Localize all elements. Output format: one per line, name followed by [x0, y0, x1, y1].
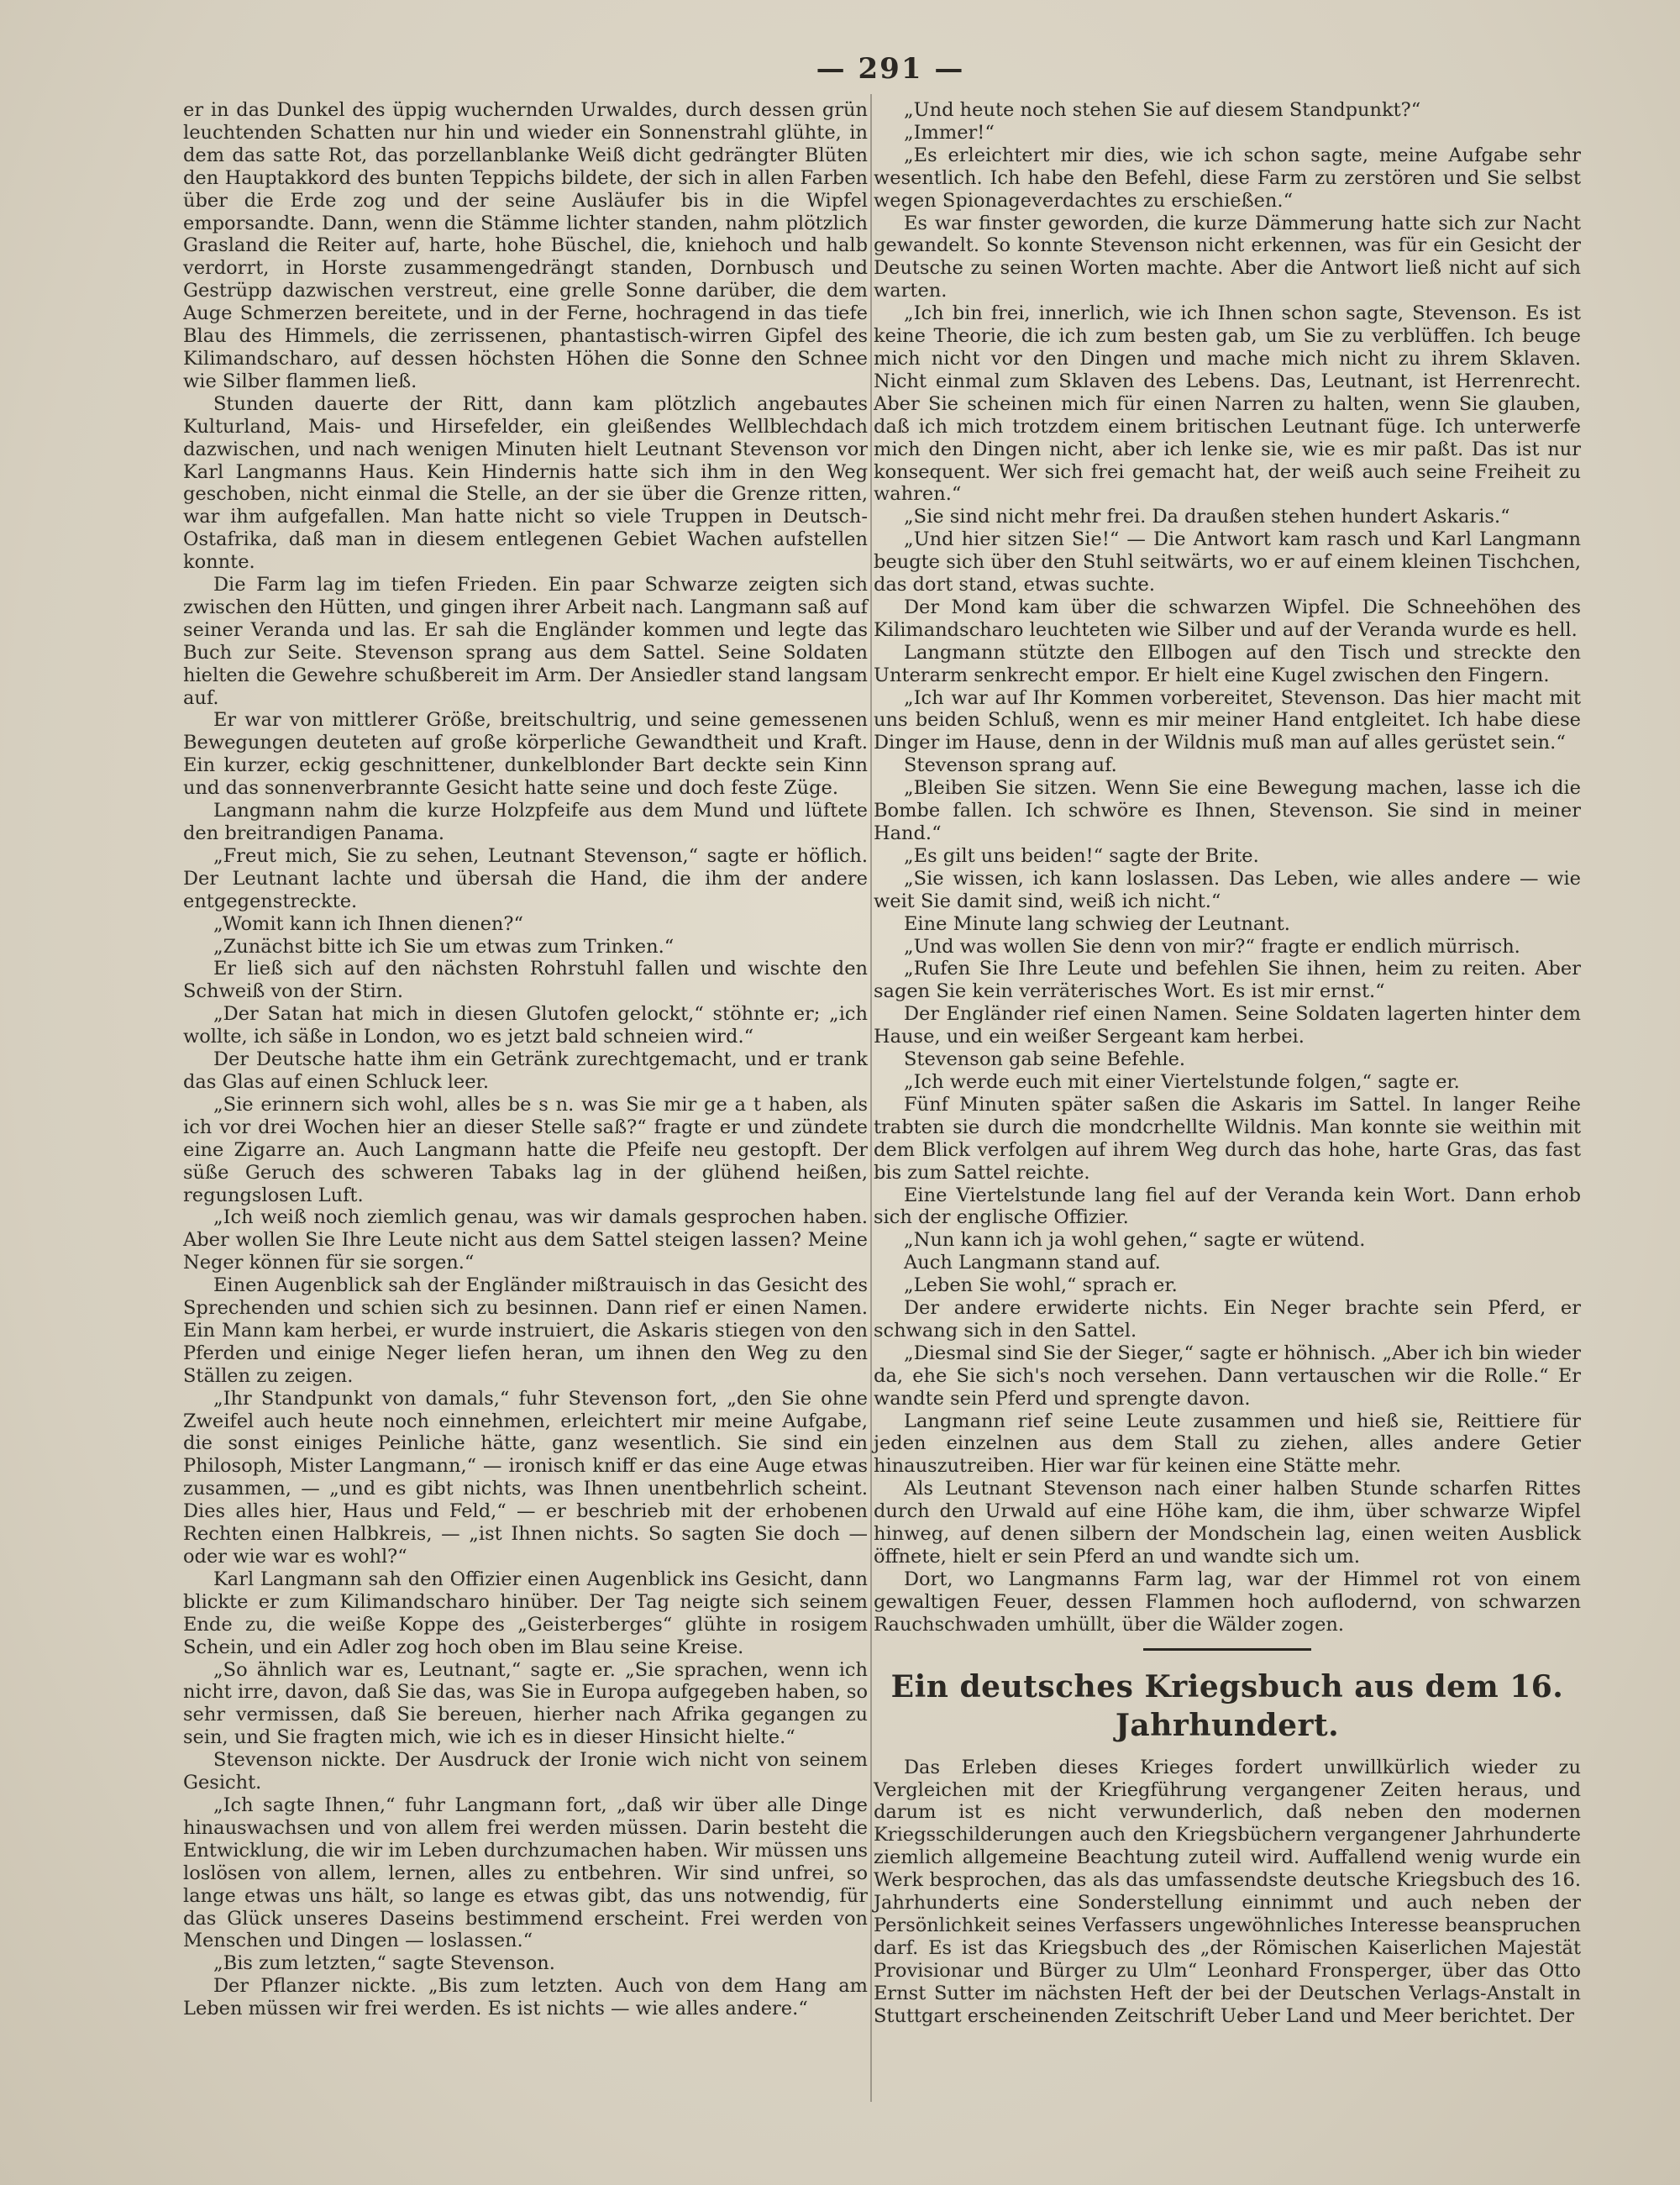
paragraph: „Ich sagte Ihnen,“ fuhr Langmann fort, „daß wir über alle Dinge hinauswachsen und von allem frei werden müssen. Darin besteht die Entwicklung, die wir im Leben durchzumachen haben. Wir müssen uns loslösen von allem, lernen, alles zu entbehren. Wir sind unfrei, so lange etwas uns hält, so lange es etwas gibt, das uns notwendig, für das Glück unseres Daseins bestimmend erscheint. Frei werden von Menschen und Dingen — loslassen.“ [183, 1794, 868, 1952]
paragraph: Der Pflanzer nickte. „Bis zum letzten. Auch von dem Hang am Leben müssen wir frei werden. Es ist nichts — wie alles andere.“ [183, 1975, 868, 2020]
paragraph: „Und hier sitzen Sie!“ — Die Antwort kam rasch und Karl Langmann beugte sich über den Stuhl seitwärts, wo er auf einem kleinen Tischchen, das dort stand, etwas suchte. [874, 528, 1581, 596]
paragraph: Stevenson sprang auf. [904, 754, 1117, 777]
paragraph: Auch Langmann stand auf. [904, 1252, 1161, 1274]
paragraph: Die Farm lag im tiefen Frieden. Ein paar Schwarze zeigten sich zwischen den Hütten, und gingen ihrer Arbeit nach. Langmann saß auf seiner Veranda und las. Er sah die Engländer kommen und legte das Buch zur Seite. Stevenson sprang aus dem Sattel. Seine Soldaten hielten die Gewehre schußbereit im Arm. Der Ansiedler stand langsam auf. [183, 574, 868, 709]
paragraph: Als Leutnant Stevenson nach einer halben Stunde scharfen Rittes durch den Urwald auf eine Höhe kam, die ihm, über schwarze Wipfel hinweg, auf denen silbern der Mondschein lag, einen weiten Ausblick öffnete, hielt er sein Pferd an und wandte sich um. [874, 1478, 1581, 1568]
paragraph: „Es erleichtert mir dies, wie ich schon sagte, meine Aufgabe sehr wesentlich. Ich habe den Befehl, diese Farm zu zerstören und Sie selbst wegen Spionageverdachtes zu erschießen.“ [874, 144, 1581, 212]
paragraph: Er war von mittlerer Größe, breitschultrig, und seine gemessenen Bewegungen deuteten auf große körperliche Gewandtheit und Kraft. Ein kurzer, eckig geschnittener, dunkelblonder Bart deckte sein Kinn und das sonnenverbrannte Gesicht hatte seine und doch feste Züge. [183, 709, 868, 800]
paragraph: Stevenson gab seine Befehle. [904, 1048, 1186, 1071]
paragraph: „Womit kann ich Ihnen dienen?“ [213, 912, 523, 935]
paragraph: Eine Viertelstunde lang fiel auf der Veranda kein Wort. Dann erhob sich der englische Offizier. [874, 1184, 1581, 1229]
section-rule [1143, 1648, 1311, 1651]
paragraph: Das Erleben dieses Krieges fordert unwillkürlich wieder zu Vergleichen mit der Kriegführung vergangener Zeiten heraus, und darum ist es nicht verwunderlich, daß neben den modernen Kriegsschilderungen auch den Kriegsbüchern vergangener Jahrhunderte ziemlich allgemeine Beachtung zuteil wird. Auffallend wenig wurde ein Werk besprochen, das als das umfassendste deutsche Kriegsbuch des 16. Jahrhunderts eine Sonderstellung einnimmt und auch neben der Persönlichkeit seines Verfassers ungewöhnliches Interesse beanspruchen darf. Es ist das Kriegsbuch des „der Römischen Kaiserlichen Majestät Provisionar und Bürger zu Ulm“ Leonhard Fronsperger, über das Otto Ernst Sutter im nächsten Heft der bei der Deutschen Verlags-Anstalt in Stuttgart erscheinenden Zeitschrift Ueber Land und Meer berichtet. Der [874, 1756, 1581, 2027]
page-number: — 291 — [816, 52, 965, 86]
paragraph: „Ich bin frei, innerlich, wie ich Ihnen schon sagte, Stevenson. Es ist keine Theorie, die ich zum besten gab, um Sie zu verblüffen. Ich beuge mich nicht vor den Dingen und mache mich nicht zu ihrem Sklaven. Nicht einmal zum Sklaven des Lebens. Das, Leutnant, ist Herrenrecht. Aber Sie scheinen mich für einen Narren zu halten, wenn Sie glauben, daß ich mich trotzdem einem britischen Leutnant füge. Ich unterwerfe mich den Dingen nicht, aber ich lenke sie, wie es mir paßt. Das ist nur konsequent. Wer sich frei gemacht hat, der weiß auch seine Freiheit zu wahren.“ [874, 302, 1581, 506]
paragraph: „Immer!“ [904, 121, 995, 144]
paragraph: Der andere erwiderte nichts. Ein Neger brachte sein Pferd, er schwang sich in den Sattel. [874, 1297, 1581, 1342]
paragraph: Langmann nahm die kurze Holzpfeife aus dem Mund und lüftete den breitrandigen Panama. [183, 800, 868, 844]
right-column [874, 99, 1581, 2028]
paragraph: „Zunächst bitte ich Sie um etwas zum Trinken.“ [213, 935, 675, 958]
story-continuation [874, 99, 1581, 1636]
paragraph: Der Deutsche hatte ihm ein Getränk zurechtgemacht, und er trank das Glas auf einen Schluck leer. [183, 1048, 868, 1093]
paragraph: Fünf Minuten später saßen die Askaris im Sattel. In langer Reihe trabten sie durch die mondcrhellte Wildnis. Man konnte sie weithin mit dem Blick verfolgen auf ihrem Weg durch das hohe, harte Gras, das fast bis zum Sattel reichte. [874, 1093, 1581, 1184]
paragraph: Er ließ sich auf den nächsten Rohrstuhl fallen und wischte den Schweiß von der Stirn. [183, 958, 868, 1003]
paragraph: „Ihr Standpunkt von damals,“ fuhr Stevenson fort, „den Sie ohne Zweifel auch heute noch einnehmen, erleichtert mir meine Aufgabe, die sonst einiges Peinliche hätte, ganz wesentlich. Sie sind ein Philosoph, Mister Langmann,“ — ironisch kniff er das eine Auge etwas zusammen, — „und es gibt nichts, was Ihnen unentbehrlich scheint. Dies alles hier, Haus und Feld,“ — er beschrieb mit der erhobenen Rechten einen Halbkreis, — „ist Ihnen nichts. So sagten Sie doch — oder wie war es wohl?“ [183, 1387, 868, 1568]
paragraph: Es war finster geworden, die kurze Dämmerung hatte sich zur Nacht gewandelt. So konnte Stevenson nicht erkennen, was für ein Gesicht der Deutsche zu seinen Worten machte. Aber die Antwort ließ nicht auf sich warten. [874, 212, 1581, 302]
paragraph: Karl Langmann sah den Offizier einen Augenblick ins Gesicht, dann blickte er zum Kilimandscharo hinüber. Der Tag neigte sich seinem Ende zu, die weiße Koppe des „Geisterberges“ glühte in rosigem Schein, und ein Adler zog hoch oben im Blau seine Kreise. [183, 1568, 868, 1658]
paragraph: „Diesmal sind Sie der Sieger,“ sagte er höhnisch. „Aber ich bin wieder da, ehe Sie sich's noch versehen. Dann vertauschen wir die Rolle.“ Er wandte sein Pferd und sprengte davon. [874, 1342, 1581, 1410]
paragraph: Der Mond kam über die schwarzen Wipfel. Die Schneehöhen des Kilimandscharo leuchteten wie Silber und auf der Veranda wurde es hell. [874, 596, 1581, 641]
paragraph: „So ähnlich war es, Leutnant,“ sagte er. „Sie sprachen, wenn ich nicht irre, davon, daß Sie das, was Sie in Europa aufgegeben haben, so sehr vermissen, daß Sie bereuen, hierher nach Afrika gegangen zu sein, und Sie fragten mich, wie ich es in dieser Hinsicht hielte.“ [183, 1658, 868, 1749]
paragraph: „Sie erinnern sich wohl, alles be s n. was Sie mir ge a t haben, als ich vor drei Wochen hier an dieser Stelle saß?“ fragte er und zündete eine Zigarre an. Auch Langmann hatte die Pfeife neu gestopft. Der süße Geruch des schweren Tabaks lag in der glühend heißen, regungslosen Luft. [183, 1093, 868, 1206]
paragraph: Dort, wo Langmanns Farm lag, war der Himmel rot von einem gewaltigen Feuer, dessen Flammen hoch auflodernd, von schwarzen Rauchschwaden umhüllt, über die Wälder zogen. [874, 1568, 1581, 1636]
paragraph: Der Engländer rief einen Namen. Seine Soldaten lagerten hinter dem Hause, und ein weißer Sergeant kam herbei. [874, 1003, 1581, 1048]
paragraph: „Leben Sie wohl,“ sprach er. [904, 1274, 1178, 1297]
paragraph: „Der Satan hat mich in diesen Glutofen gelockt,“ stöhnte er; „ich wollte, ich säße in London, wo es jetzt bald schneien wird.“ [183, 1003, 868, 1048]
paragraph: „Bleiben Sie sitzen. Wenn Sie eine Bewegung machen, lasse ich die Bombe fallen. Ich schwöre es Ihnen, Stevenson. Sie sind in meiner Hand.“ [874, 777, 1581, 844]
paragraph: „Sie wissen, ich kann loslassen. Das Leben, wie alles andere — wie weit Sie damit sind, weiß ich nicht.“ [874, 867, 1581, 912]
paragraph: „Ich werde euch mit einer Viertelstunde folgen,“ sagte er. [904, 1070, 1460, 1093]
paragraph: „Und was wollen Sie denn von mir?“ fragte er endlich mürrisch. [904, 935, 1520, 958]
paragraph: Stunden dauerte der Ritt, dann kam plötzlich angebautes Kulturland, Mais- und Hirsefelder, ein gleißendes Wellblechdach dazwischen, und nach wenigen Minuten hielt Leutnant Stevenson vor Karl Langmanns Haus. Kein Hindernis hatte sich ihm in den Weg geschoben, nicht einmal die Stelle, an der sie über die Grenze ritten, war ihm aufgefallen. Man hatte nicht so viele Truppen in Deutsch-Ostafrika, daß man in diesem entlegenen Gebiet Wachen aufstellen konnte. [183, 392, 868, 574]
paragraph: „Es gilt uns beiden!“ sagte der Brite. [904, 844, 1259, 867]
paragraph: „Bis zum letzten,“ sagte Stevenson. [213, 1952, 555, 1975]
paragraph: Langmann stützte den Ellbogen auf den Tisch und streckte den Unterarm senkrecht empor. Er hielt eine Kugel zwischen den Fingern. [874, 641, 1581, 686]
paragraph: Einen Augenblick sah der Engländer mißtrauisch in das Gesicht des Sprechenden und schien sich zu besinnen. Dann rief er einen Namen. Ein Mann kam herbei, er wurde instruiert, die Askaris stiegen von den Pferden und einige Neger liefen heran, um ihnen den Weg zu den Ställen zu zeigen. [183, 1274, 868, 1387]
paragraph: „Nun kann ich ja wohl gehen,“ sagte er wütend. [904, 1229, 1366, 1252]
left-column [183, 99, 868, 2020]
paragraph: „Sie sind nicht mehr frei. Da draußen stehen hundert Askaris.“ [904, 506, 1510, 528]
paragraph: Langmann rief seine Leute zusammen und hieß sie, Reittiere für jeden einzelnen aus dem Stall zu ziehen, alles andere Getier hinauszutreiben. Hier war für keinen eine Stätte mehr. [874, 1410, 1581, 1478]
article-heading: Ein deutsches Kriegsbuch aus dem 16. Jahrhundert. [890, 1668, 1564, 1743]
paragraph: „Und heute noch stehen Sie auf diesem Standpunkt?“ [904, 99, 1421, 121]
article-body [874, 1757, 1581, 2028]
paragraph: „Freut mich, Sie zu sehen, Leutnant Stevenson,“ sagte er höflich. Der Leutnant lachte und übersah die Hand, die ihm der andere entgegenstreckte. [183, 844, 868, 912]
paragraph: „Ich weiß noch ziemlich genau, was wir damals gesprochen haben. Aber wollen Sie Ihre Leute nicht aus dem Sattel steigen lassen? Meine Neger können für sie sorgen.“ [183, 1206, 868, 1274]
paragraph: er in das Dunkel des üppig wuchernden Urwaldes, durch dessen grün leuchtenden Schatten nur hin und wieder ein Sonnenstrahl glühte, in dem das satte Rot, das porzellanblanke Weiß dicht gedrängter Blüten den Hauptakkord des bunten Teppichs bildete, der sich in allen Farben über die Erde zog und der seine Ausläufer bis in die Wipfel emporsandte. Dann, wenn die Stämme lichter standen, nahm plötzlich Grasland die Reiter auf, harte, hohe Büschel, die, kniehoch und halb verdorrt, in Horste zusammengedrängt standen, Dornbusch und Gestrüpp dazwischen verstreut, eine grelle Sonne darüber, die dem Auge Schmerzen bereitete, und in der Ferne, hochragend in das tiefe Blau des Himmels, die zerrissenen, phantastisch-wirren Gipfel des Kilimandscharo, auf dessen höchsten Höhen die Sonne den Schnee wie Silber flammen ließ. [183, 99, 868, 392]
column-divider [870, 94, 872, 2102]
paragraph: Eine Minute lang schwieg der Leutnant. [904, 912, 1290, 935]
paragraph: „Ich war auf Ihr Kommen vorbereitet, Stevenson. Das hier macht mit uns beiden Schluß, wenn es mir meiner Hand entgleitet. Ich habe diese Dinger im Hause, denn in der Wildnis muß man auf alles gerüstet sein.“ [874, 686, 1581, 754]
paragraph: Stevenson nickte. Der Ausdruck der Ironie wich nicht von seinem Gesicht. [183, 1749, 868, 1794]
paragraph: „Rufen Sie Ihre Leute und befehlen Sie ihnen, heim zu reiten. Aber sagen Sie kein verräterisches Wort. Es ist mir ernst.“ [874, 958, 1581, 1003]
